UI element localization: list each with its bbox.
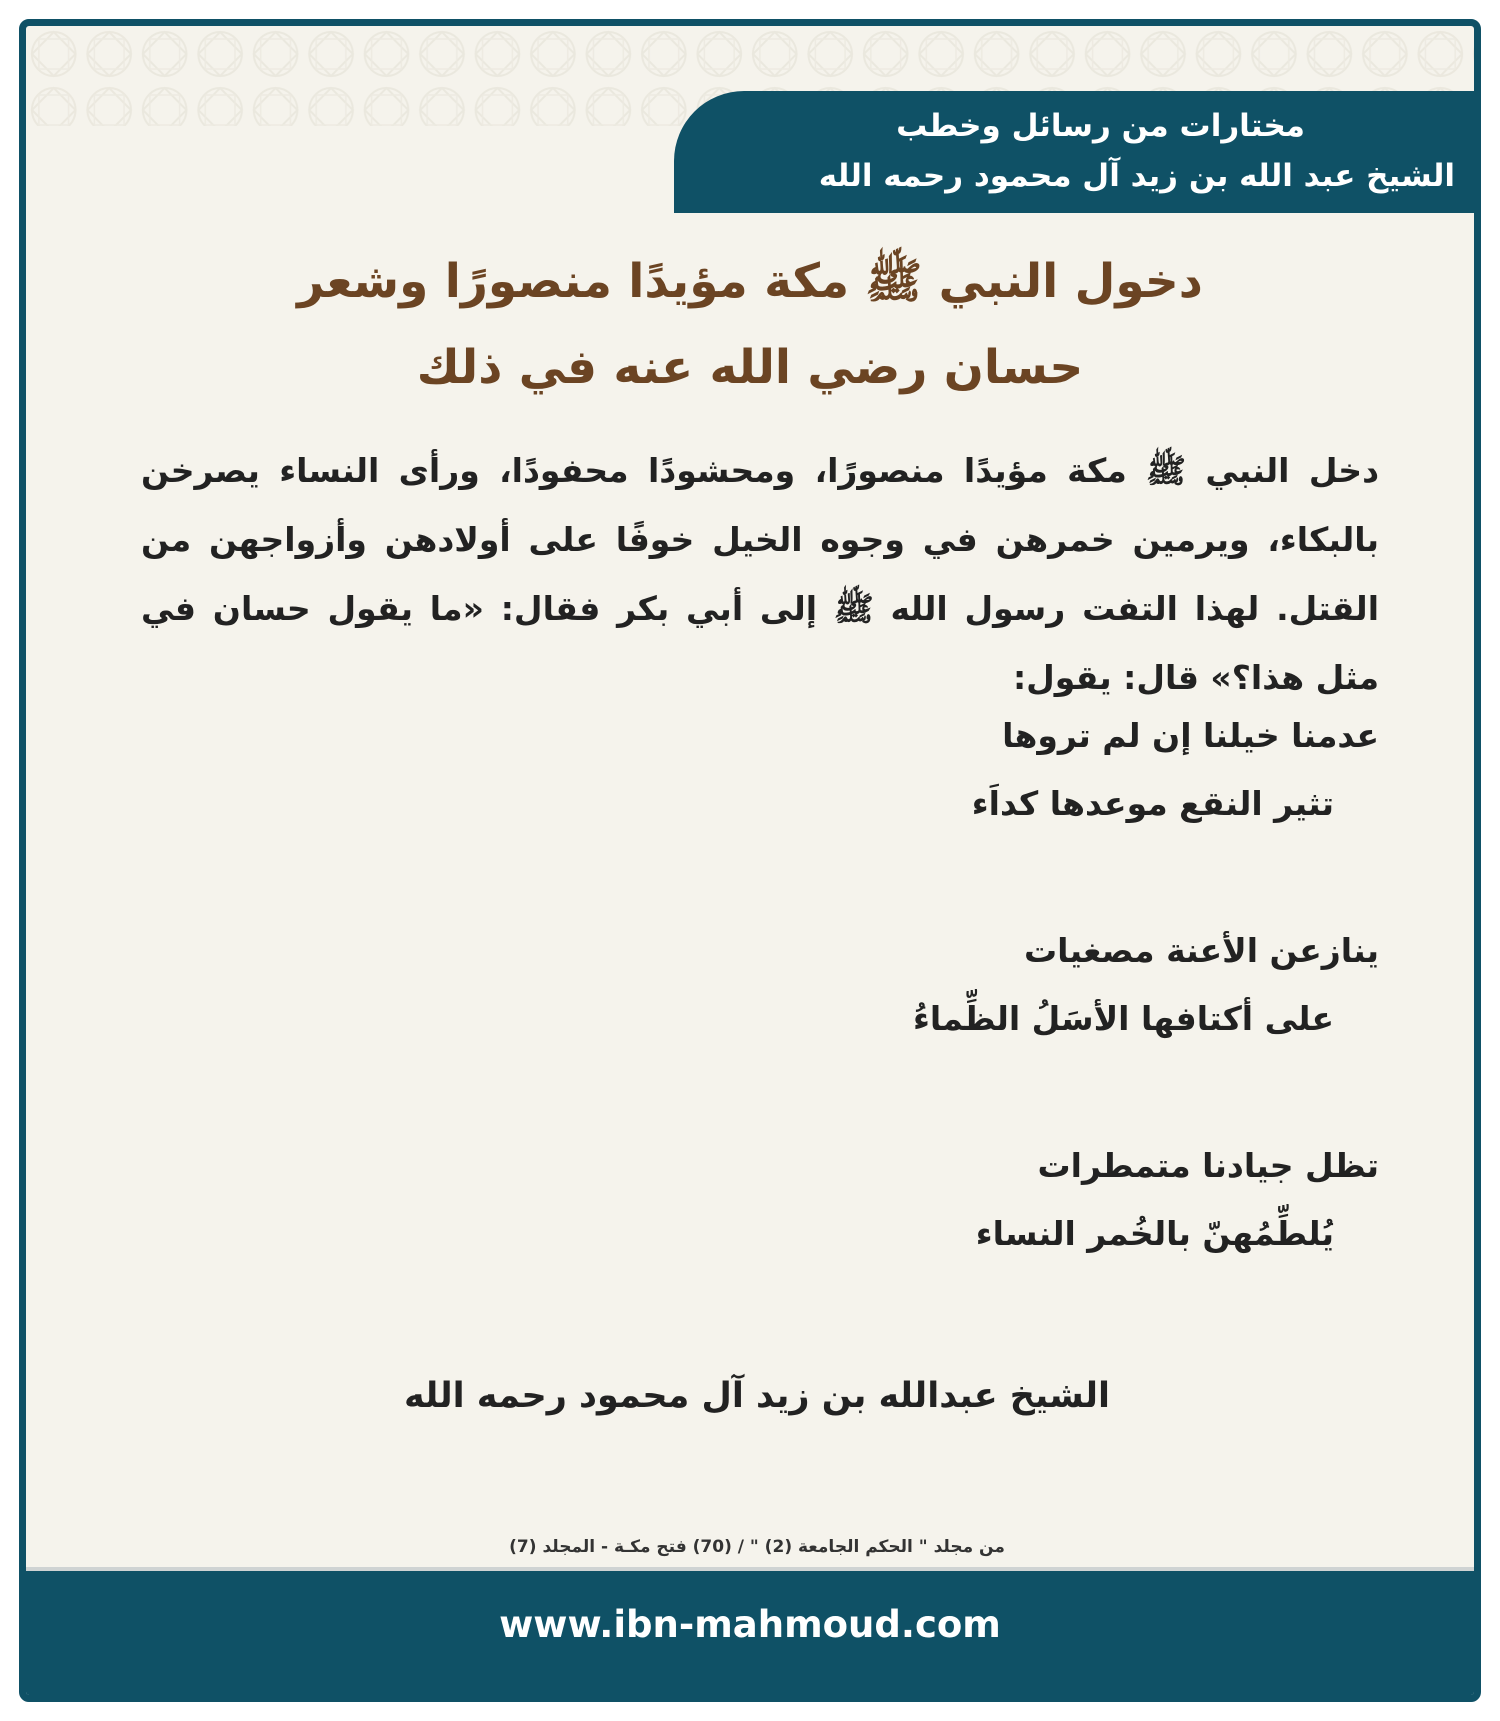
- series-banner: [674, 91, 1474, 213]
- verse-3-first-hemistich: تظل جيادنا متمطرات: [1037, 1146, 1379, 1185]
- title-line-1: دخول النبي ﷺ مكة مؤيدًا منصورًا وشعر: [297, 254, 1203, 309]
- verse-2-second-hemistich: على أكتافها الأسَلُ الظِّماءُ: [912, 999, 1334, 1038]
- article-paragraph: دخل النبي ﷺ مكة مؤيدًا منصورًا، ومحشودًا محفودًا، ورأى النساء يصرخن بالبكاء، ويرمين خمرهن في وجوه الخيل خوفًا على أولادهن وأزواجهن من القتل. لهذا التفت رسول الله ﷺ إلى أبي بكر فقال: «ما يقول حسان في مثل هذا؟» قال: يقول:: [141, 451, 1379, 697]
- website-link[interactable]: www.ibn-mahmoud.com: [499, 1603, 1001, 1646]
- author-name: الشيخ عبدالله بن زيد آل محمود رحمه الله: [403, 1376, 1111, 1416]
- series-title: مختارات من رسائل وخطب: [896, 108, 1305, 144]
- verse-2-first-hemistich: ينازعن الأعنة مصغيات: [1024, 931, 1379, 970]
- article-title: [86, 239, 1414, 411]
- page-frame: [19, 19, 1481, 1702]
- series-author: الشيخ عبد الله بن زيد آل محمود رحمه الله: [818, 158, 1455, 194]
- verse-1-second-hemistich: تثير النقع موعدها كداَء: [971, 784, 1334, 823]
- footer-bar: [26, 1567, 1474, 1695]
- verse-3-second-hemistich: يُلطِّمُهنّ بالخُمر النساء: [975, 1214, 1334, 1253]
- title-line-2: حسان رضي الله عنه في ذلك: [416, 340, 1084, 395]
- verse-1-first-hemistich: عدمنا خيلنا إن لم تروها: [1002, 716, 1379, 755]
- source-citation: من مجلد " الحكم الجامعة (2) " / (70) فتح مكـة - المجلد (7): [509, 1537, 1005, 1557]
